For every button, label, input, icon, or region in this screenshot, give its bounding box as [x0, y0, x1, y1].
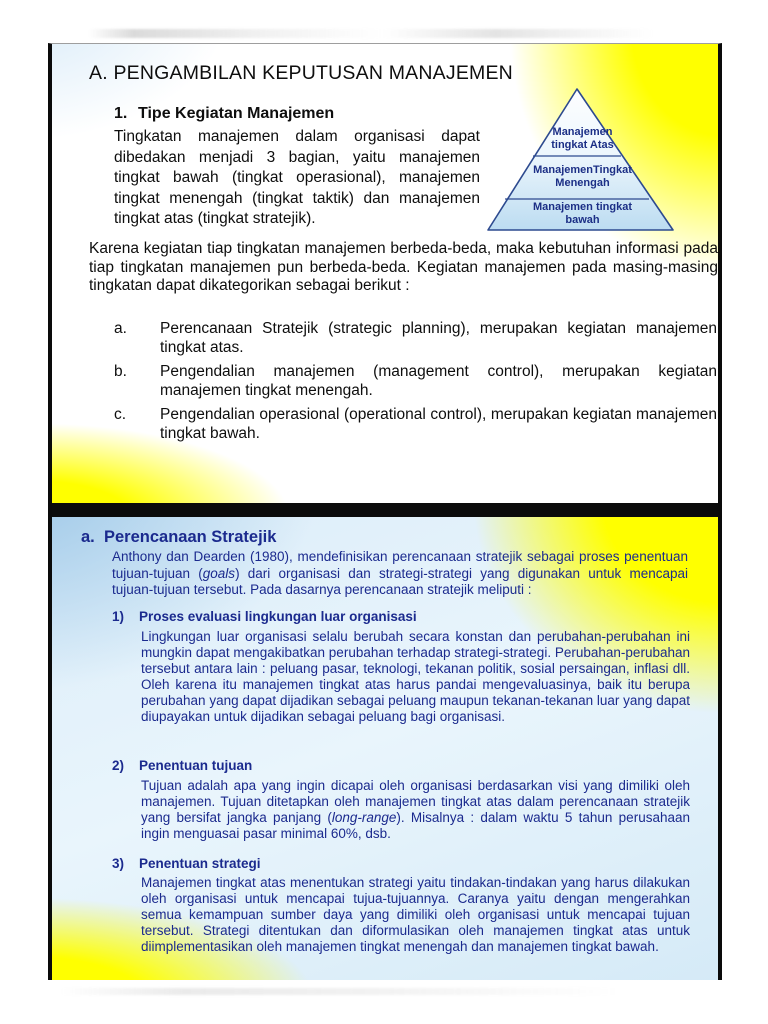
list-item-text: Perencanaan Stratejik (strategic planning), merupakan kegiatan manajemen tingkat atas. — [160, 320, 717, 356]
point-marker: 1) — [112, 609, 125, 624]
heading-title: Perencanaan Stratejik — [104, 528, 277, 546]
list-item — [114, 363, 718, 400]
pyramid-tier-bottom-label2: bawah — [565, 213, 600, 226]
pyramid-tier-middle — [485, 164, 680, 189]
list-item-text: Pengendalian manajemen (management control), merupakan kegiatan manajemen tingkat menengah. — [160, 363, 717, 399]
point-marker: 3) — [112, 856, 125, 871]
list-item — [114, 320, 718, 357]
intro-paragraph — [112, 549, 688, 599]
point-title-text: Proses evaluasi lingkungan luar organisasi — [139, 609, 417, 624]
intro-text-1: Anthony dan Dearden (1980), mendefinisikan perencanaan stratejik sebagai proses penentuan tujuan-tujuan ( — [112, 549, 688, 581]
pyramid-tier-bottom-label: Manajemen tingkat — [532, 201, 633, 213]
heading-marker: a. — [81, 528, 95, 546]
list-item-marker: c. — [114, 406, 127, 424]
point-3-body: Manajemen tingkat atas menentukan strategi yaitu tindakan-tindakan yang harus dilakukan oleh organisasi untuk mencapai tujua-tujuannya. Caranya yaitu dengan mengerahkan semua kemampuan sumber daya yang dimiliki oleh organisasi untuk mencapai tujuan tersebut. Strategi ditentukan dan diformulasikan oleh manajemen tingkat atas untuk diimplementasikan oleh manajemen tingkat menengah dan manajemen tingkat bawah. — [141, 875, 690, 954]
paragraph-information-needs: Karena kegiatan tiap tingkatan manajemen berbeda-beda, maka kebutuhan informasi pada tiap tingkatan manajemen pun berbeda-beda. Kegiatan manajemen pada masing-masing tingkatan dapat dikategorikan sebagai berikut : — [89, 240, 718, 295]
section-title: Tipe Kegiatan Manajemen — [138, 105, 335, 122]
paragraph-management-levels: Tingkatan manajemen dalam organisasi dapat dibedakan menjadi 3 bagian, yaitu manajemen tingkat bawah (tingkat operasional), manajemen tingkat menengah (tingkat taktik) dan manajemen tingkat atas (tingkat stratejik). — [114, 128, 480, 227]
scan-artifact-top — [88, 29, 654, 38]
strategic-planning-heading — [81, 528, 276, 547]
pyramid-tier-middle-label: ManajemenTingkat — [533, 164, 632, 176]
point-2-text-1: Tujuan adalah apa yang ingin dicapai oleh organisasi berdasarkan visi yang dimiliki oleh manajemen. Tujuan ditetapkan oleh manajemen tingkat atas dalam perencanaan stratejik yang bersifat jangka panjang ( — [141, 778, 690, 825]
management-activity-list — [114, 320, 718, 444]
section-heading — [114, 105, 334, 123]
slide-2 — [52, 517, 718, 980]
point-1-title — [112, 609, 417, 624]
point-2-title — [112, 758, 252, 773]
italic-term-goals: goals — [202, 565, 236, 581]
list-item-marker: b. — [114, 363, 127, 381]
point-3-title — [112, 856, 261, 871]
slide-deck — [48, 43, 722, 980]
list-item — [114, 406, 718, 443]
section-number: 1. — [114, 105, 128, 122]
list-item-marker: a. — [114, 320, 127, 337]
point-title-text: Penentuan tujuan — [139, 758, 253, 773]
scan-artifact-bottom — [60, 988, 680, 995]
pyramid-tier-top-label: Manajemen — [552, 126, 613, 138]
slide-1 — [52, 44, 718, 503]
point-2-body — [141, 778, 690, 842]
pyramid-tier-top-label2: tingkat Atas — [551, 138, 614, 151]
management-pyramid-diagram — [485, 86, 680, 234]
point-1-body: Lingkungan luar organisasi selalu berubah secara konstan dan perubahan-perubahan ini mungkin dapat mengakibatkan perubahan terhadap strategi-strategi. Perubahan-perubahan tersebut antara lain : peluang pasar, teknologi, tekanan politik, sosial persaingan, inflasi dll. Oleh karena itu manajemen tingkat atas harus pandai mengevaluasinya, baik itu berupa perubahan yang dapat dijadikan sebagai peluang maupun tekanan-tekanan luar yang dapat diupayakan untuk dijadikan sebagai peluang bagi organisasi. — [141, 629, 690, 724]
point-marker: 2) — [112, 758, 125, 773]
pyramid-tier-bottom — [485, 201, 680, 226]
pyramid-tier-middle-label2: Menengah — [555, 176, 610, 189]
list-item-text: Pengendalian operasional (operational control), merupakan kegiatan manajemen tingkat bawah. — [160, 406, 717, 442]
point-2-text-2: ). Misalnya : dalam waktu 5 tahun perusahaan ingin menguasai pasar minimal 60%, dsb. — [141, 809, 690, 841]
pyramid-tier-top — [485, 126, 680, 151]
point-title-text: Penentuan strategi — [139, 856, 261, 871]
intro-text-2: ) dari organisasi dan strategi-strategi yang digunakan untuk mencapai tujuan-tujuan tersebut. Pada dasarnya perencanaan stratejik meliputi : — [112, 565, 689, 597]
slide-divider — [52, 503, 718, 517]
page-title: A. PENGAMBILAN KEPUTUSAN MANAJEMEN — [89, 62, 513, 84]
italic-term-long-range: long-range — [331, 809, 397, 825]
